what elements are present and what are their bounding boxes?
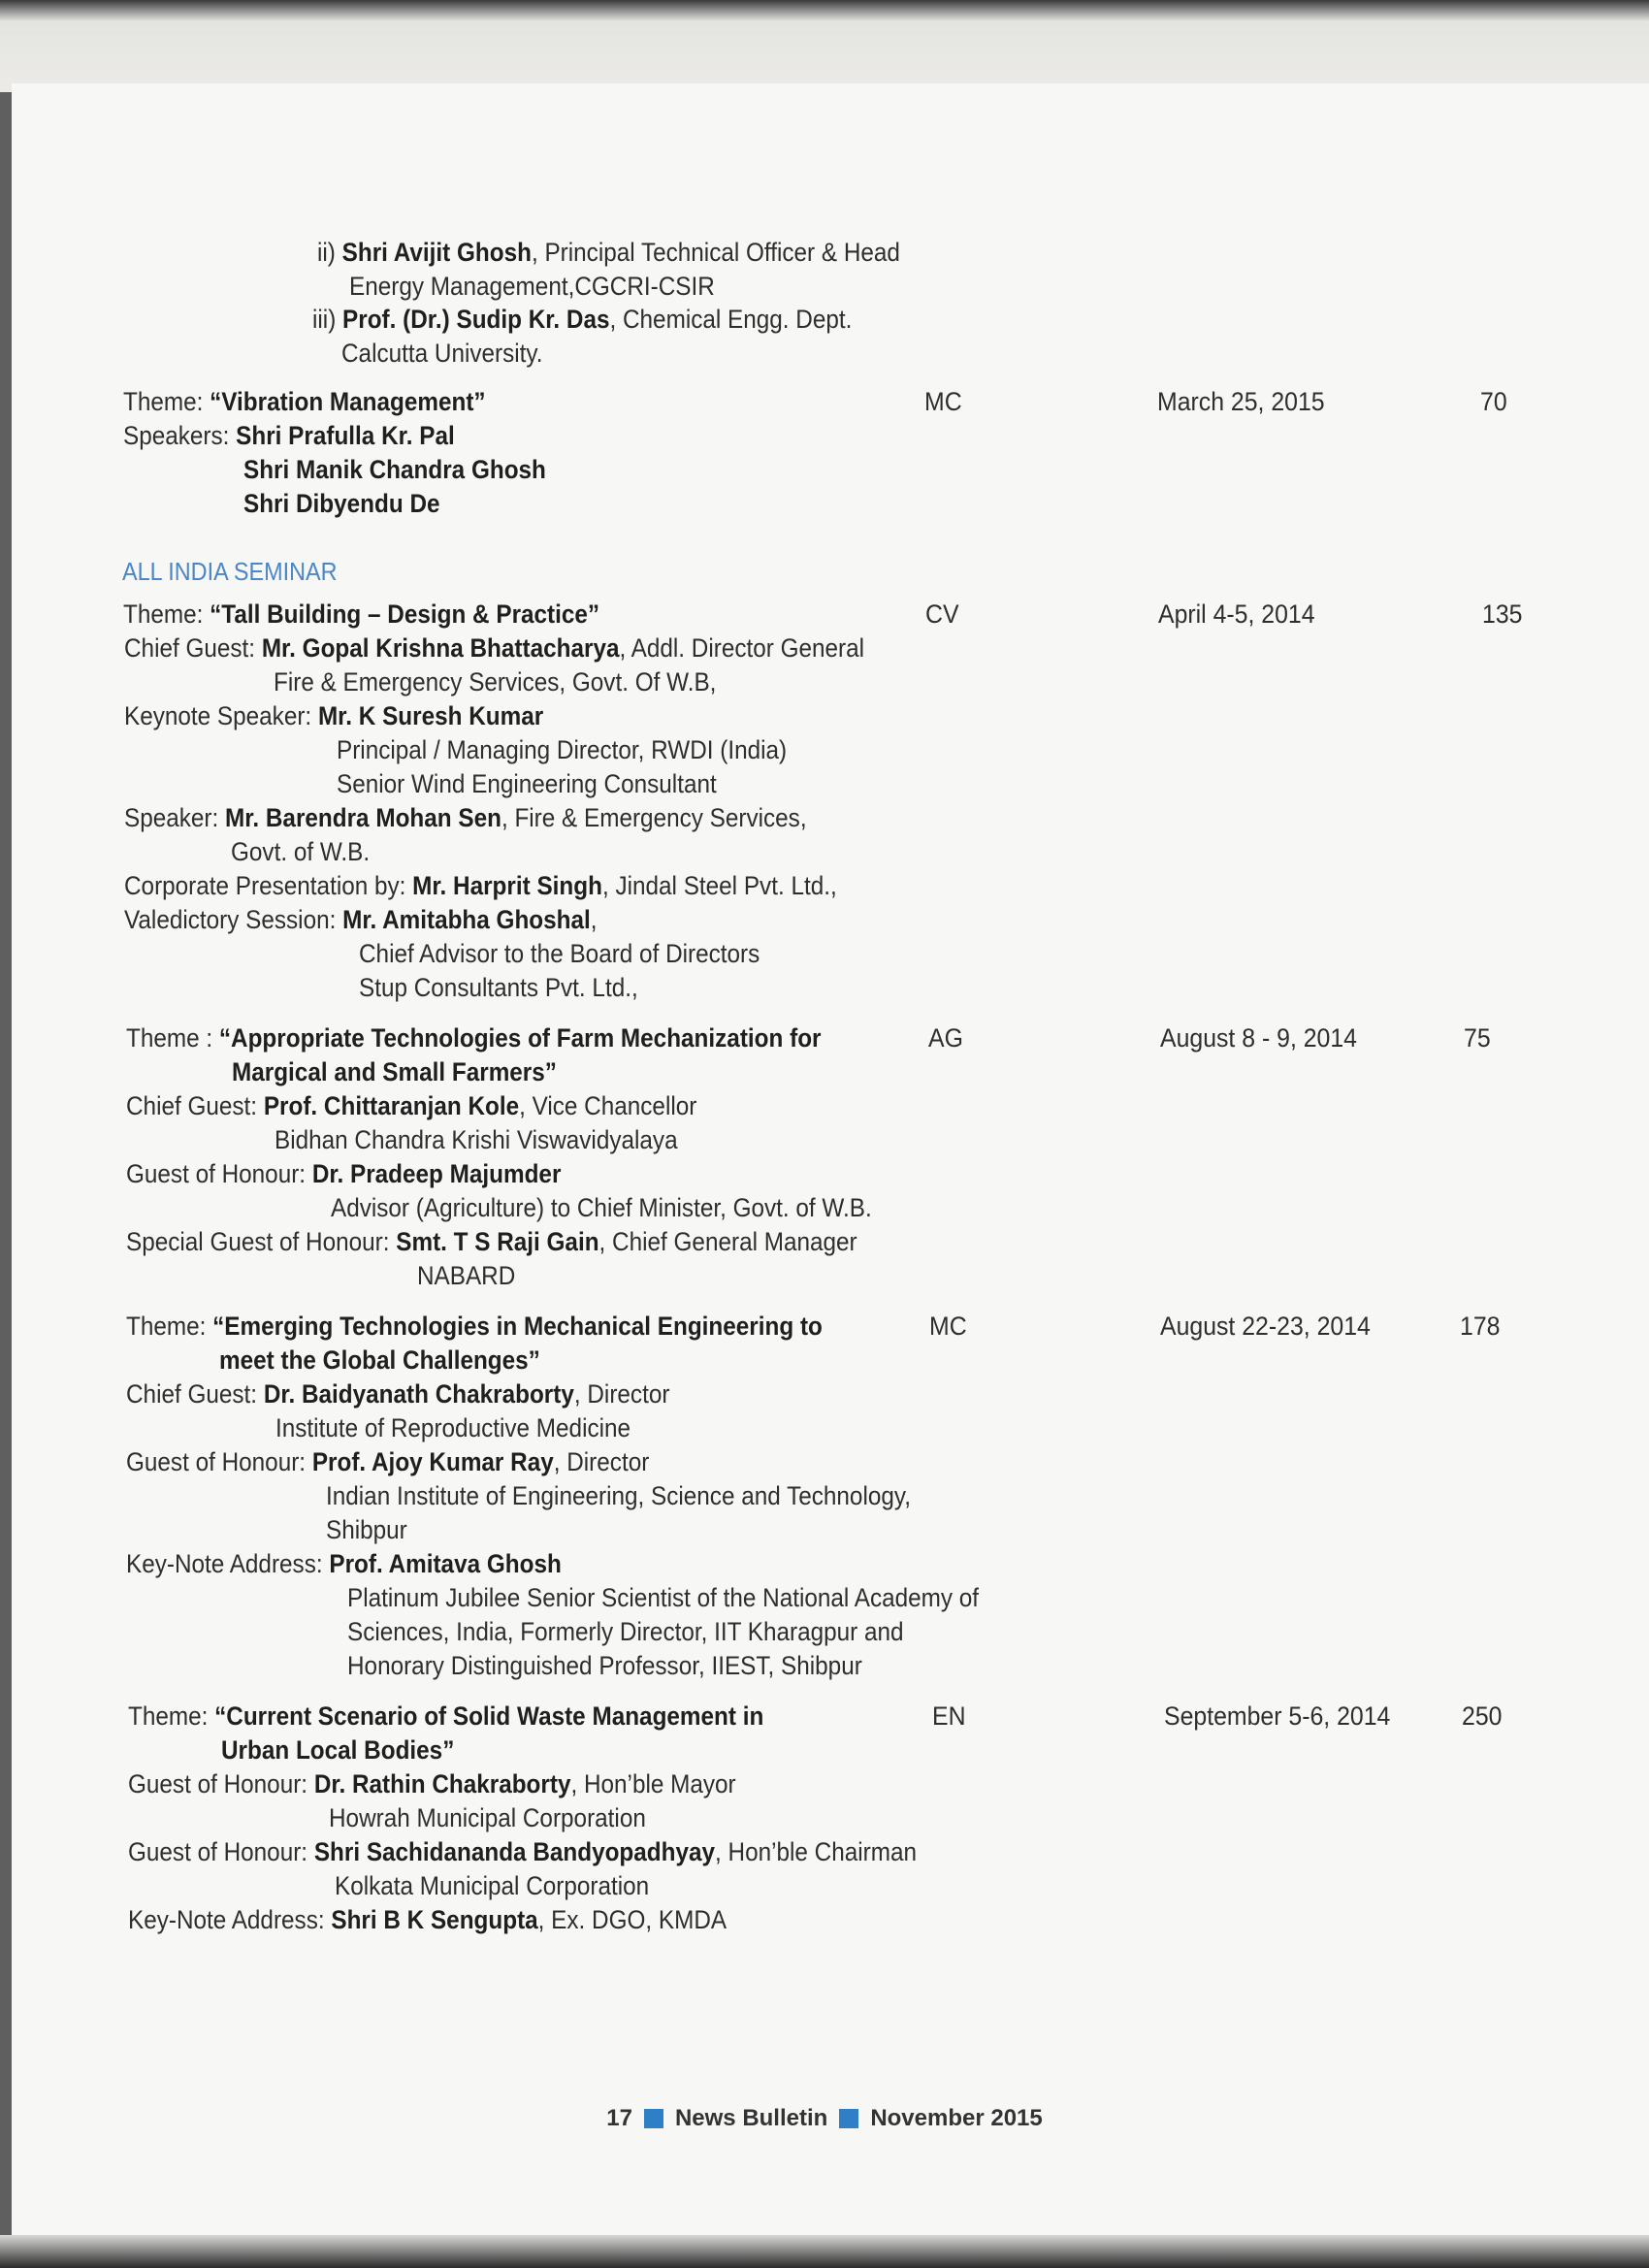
keynote-line: Key-Note Address: Prof. Amitava Ghosh [126,1549,562,1578]
event-theme: Theme: “Vibration Management” [123,387,486,416]
page-footer [0,2105,1649,2132]
guest-of-honour-line: Guest of Honour: Shri Sachidananda Bandyopadhyay, Hon’ble Chairman [128,1837,918,1866]
guest-affiliation: Bidhan Chandra Krishi Viswavidyalaya [275,1125,678,1154]
guest-affiliation: Shibpur [326,1515,407,1544]
speakers-line: Speakers: Shri Prafulla Kr. Pal [123,421,455,450]
event-theme: Theme : “Appropriate Technologies of Farm Mechanization for [126,1023,822,1053]
scan-bottom-edge [0,2235,1649,2268]
event-theme: Theme: “Tall Building – Design & Practice” [123,599,600,629]
guest-affiliation: Indian Institute of Engineering, Science and Technology, [326,1481,911,1510]
guest-affiliation: Fire & Emergency Services, Govt. Of W.B, [274,667,717,697]
scan-top-edge [0,0,1649,92]
event-theme-continued: Urban Local Bodies” [221,1735,455,1765]
guest-affiliation: Advisor (Agriculture) to Chief Minister, Govt. of W.B. [331,1193,872,1222]
guest-affiliation: NABARD [417,1261,516,1290]
guest-affiliation: Chief Advisor to the Board of Directors [359,939,760,968]
section-heading: ALL INDIA SEMINAR [122,557,338,586]
guest-affiliation: Stup Consultants Pvt. Ltd., [359,973,638,1002]
chief-guest-line: Chief Guest: Mr. Gopal Krishna Bhattacharya, Addl. Director General [124,633,865,663]
event-theme: Theme: “Current Scenario of Solid Waste Management in [128,1701,764,1731]
event-date: August 8 - 9, 2014 [1160,1023,1358,1053]
guest-affiliation: Govt. of W.B. [231,837,371,866]
speaker-name: Shri Manik Chandra Ghosh [243,455,546,484]
event-date: August 22-23, 2014 [1160,1312,1371,1341]
event-code: EN [932,1701,966,1731]
event-date: April 4-5, 2014 [1158,599,1315,629]
speaker-affiliation: Calcutta University. [341,339,543,368]
event-code: CV [925,599,959,629]
guest-affiliation: Institute of Reproductive Medicine [275,1413,631,1442]
guest-affiliation: Sciences, India, Formerly Director, IIT Kharagpur and [347,1617,904,1646]
publication-name: News Bulletin [674,2105,828,2131]
footer-square-icon [644,2109,663,2128]
event-code: AG [928,1023,963,1053]
valedictory-line: Valedictory Session: Mr. Amitabha Ghoshal, [124,905,598,934]
event-participants: 75 [1464,1023,1491,1053]
event-participants: 70 [1480,387,1507,416]
guest-of-honour-line: Guest of Honour: Prof. Ajoy Kumar Ray, Director [126,1447,650,1476]
event-code: MC [929,1312,967,1341]
guest-affiliation: Kolkata Municipal Corporation [335,1871,650,1900]
chief-guest-line: Chief Guest: Prof. Chittaranjan Kole, Vice Chancellor [126,1091,697,1120]
event-date: March 25, 2015 [1157,387,1325,416]
guest-affiliation: Platinum Jubilee Senior Scientist of the National Academy of [347,1583,980,1612]
guest-affiliation: Honorary Distinguished Professor, IIEST, Shibpur [347,1651,862,1680]
event-theme-continued: meet the Global Challenges” [219,1345,540,1375]
event-theme-continued: Margical and Small Farmers” [232,1057,557,1086]
event-theme: Theme: “Emerging Technologies in Mechanical Engineering to [126,1312,823,1341]
event-code: MC [924,387,962,416]
guest-affiliation: Principal / Managing Director, RWDI (India) [337,735,788,764]
guest-affiliation: Howrah Municipal Corporation [329,1803,646,1832]
chief-guest-line: Chief Guest: Dr. Baidyanath Chakraborty, Director [126,1379,670,1409]
guest-of-honour-line: Guest of Honour: Dr. Rathin Chakraborty, Hon’ble Mayor [128,1769,736,1798]
corporate-presentation-line: Corporate Presentation by: Mr. Harprit Singh, Jindal Steel Pvt. Ltd., [124,871,837,900]
footer-square-icon [839,2109,858,2128]
event-participants: 250 [1462,1701,1503,1731]
event-participants: 135 [1482,599,1523,629]
event-date: September 5-6, 2014 [1164,1701,1391,1731]
special-guest-line: Special Guest of Honour: Smt. T S Raji Gain, Chief General Manager [126,1227,857,1256]
speaker-line: Speaker: Mr. Barendra Mohan Sen, Fire & Emergency Services, [124,803,807,832]
speaker-line: iii) Prof. (Dr.) Sudip Kr. Das, Chemical Engg. Dept. [312,305,853,334]
guest-affiliation: Senior Wind Engineering Consultant [337,769,717,798]
event-participants: 178 [1460,1312,1501,1341]
guest-of-honour-line: Guest of Honour: Dr. Pradeep Majumder [126,1159,562,1188]
speaker-name: Shri Dibyendu De [243,489,440,518]
page-number: 17 [606,2105,632,2131]
speaker-line: ii) Shri Avijit Ghosh, Principal Technical Officer & Head [317,238,900,267]
keynote-line: Key-Note Address: Shri B K Sengupta, Ex. DGO, KMDA [128,1905,728,1934]
issue-date: November 2015 [870,2105,1043,2131]
speaker-affiliation: Energy Management,CGCRI-CSIR [349,272,715,301]
keynote-line: Keynote Speaker: Mr. K Suresh Kumar [124,701,544,730]
